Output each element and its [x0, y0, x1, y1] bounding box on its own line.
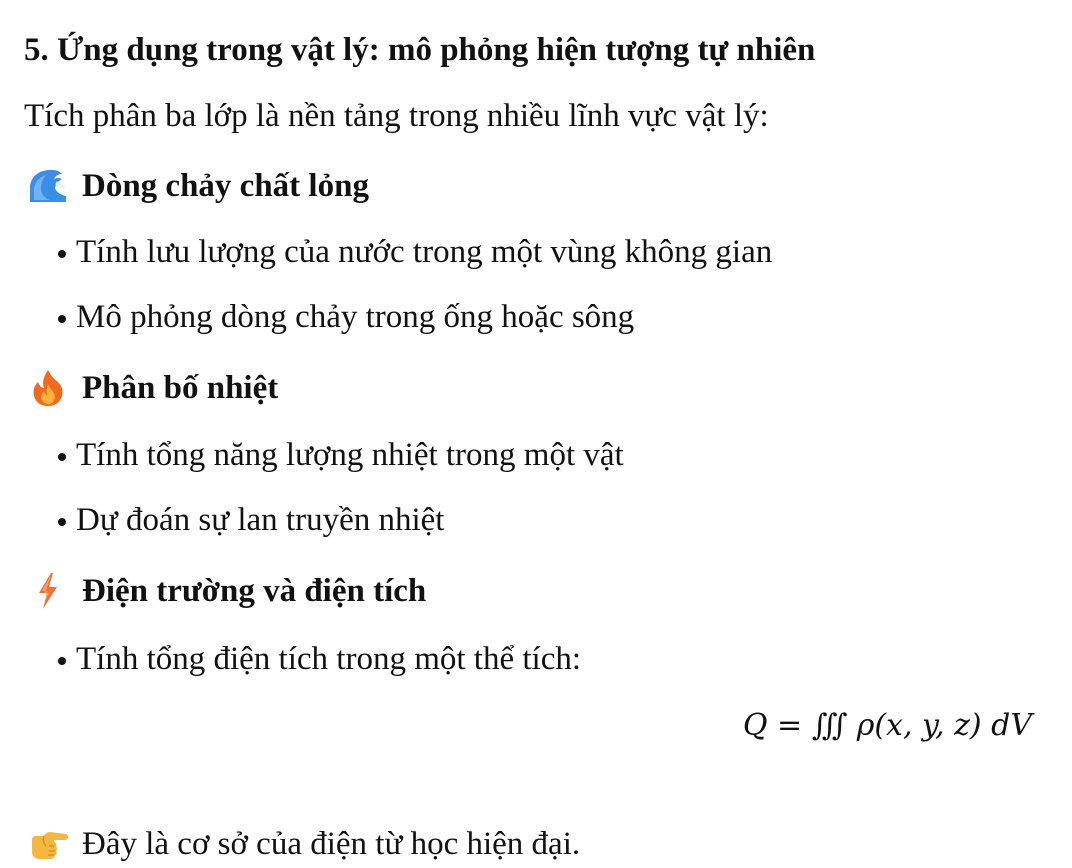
bullet-dot — [58, 657, 66, 665]
intro-paragraph: Tích phân ba lớp là nền tảng trong nhiều lĩnh vực vật lý: — [24, 98, 769, 134]
list-item-text: Tính lưu lượng của nước trong một vùng không gian — [76, 234, 773, 270]
section-heading-electric-field — [28, 569, 426, 613]
list-item-text: Dự đoán sự lan truyền nhiệt — [76, 502, 445, 538]
list-item — [58, 498, 444, 542]
pointing-hand-icon — [28, 826, 70, 862]
bullet-dot — [58, 315, 66, 323]
section-heading-label: Phân bố nhiệt — [82, 370, 279, 406]
section-title: 5. Ứng dụng trong vật lý: mô phỏng hiện tượng tự nhiên — [24, 32, 816, 68]
section-heading-label: Dòng chảy chất lỏng — [82, 168, 369, 204]
list-item — [58, 230, 772, 274]
list-item-text: Tính tổng năng lượng nhiệt trong một vật — [76, 437, 624, 473]
list-item — [58, 295, 634, 339]
wave-icon — [28, 166, 68, 206]
bullet-dot — [58, 453, 66, 461]
bullet-dot — [58, 518, 66, 526]
footer-note — [28, 822, 580, 866]
section-heading-heat-distribution — [28, 366, 278, 410]
list-item — [58, 637, 581, 681]
lightning-icon — [28, 571, 68, 611]
list-item-text: Tính tổng điện tích trong một thể tích: — [76, 641, 582, 677]
footer-text: Đây là cơ sở của điện từ học hiện đại. — [82, 826, 581, 862]
fire-icon — [28, 368, 68, 408]
section-heading-fluid-flow — [28, 164, 369, 208]
charge-formula: Q = ∭ ρ(x, y, z) dV — [742, 708, 1032, 743]
list-item-text: Mô phỏng dòng chảy trong ống hoặc sông — [76, 299, 635, 335]
section-heading-label: Điện trường và điện tích — [82, 573, 427, 609]
list-item — [58, 433, 624, 477]
bullet-dot — [58, 250, 66, 258]
